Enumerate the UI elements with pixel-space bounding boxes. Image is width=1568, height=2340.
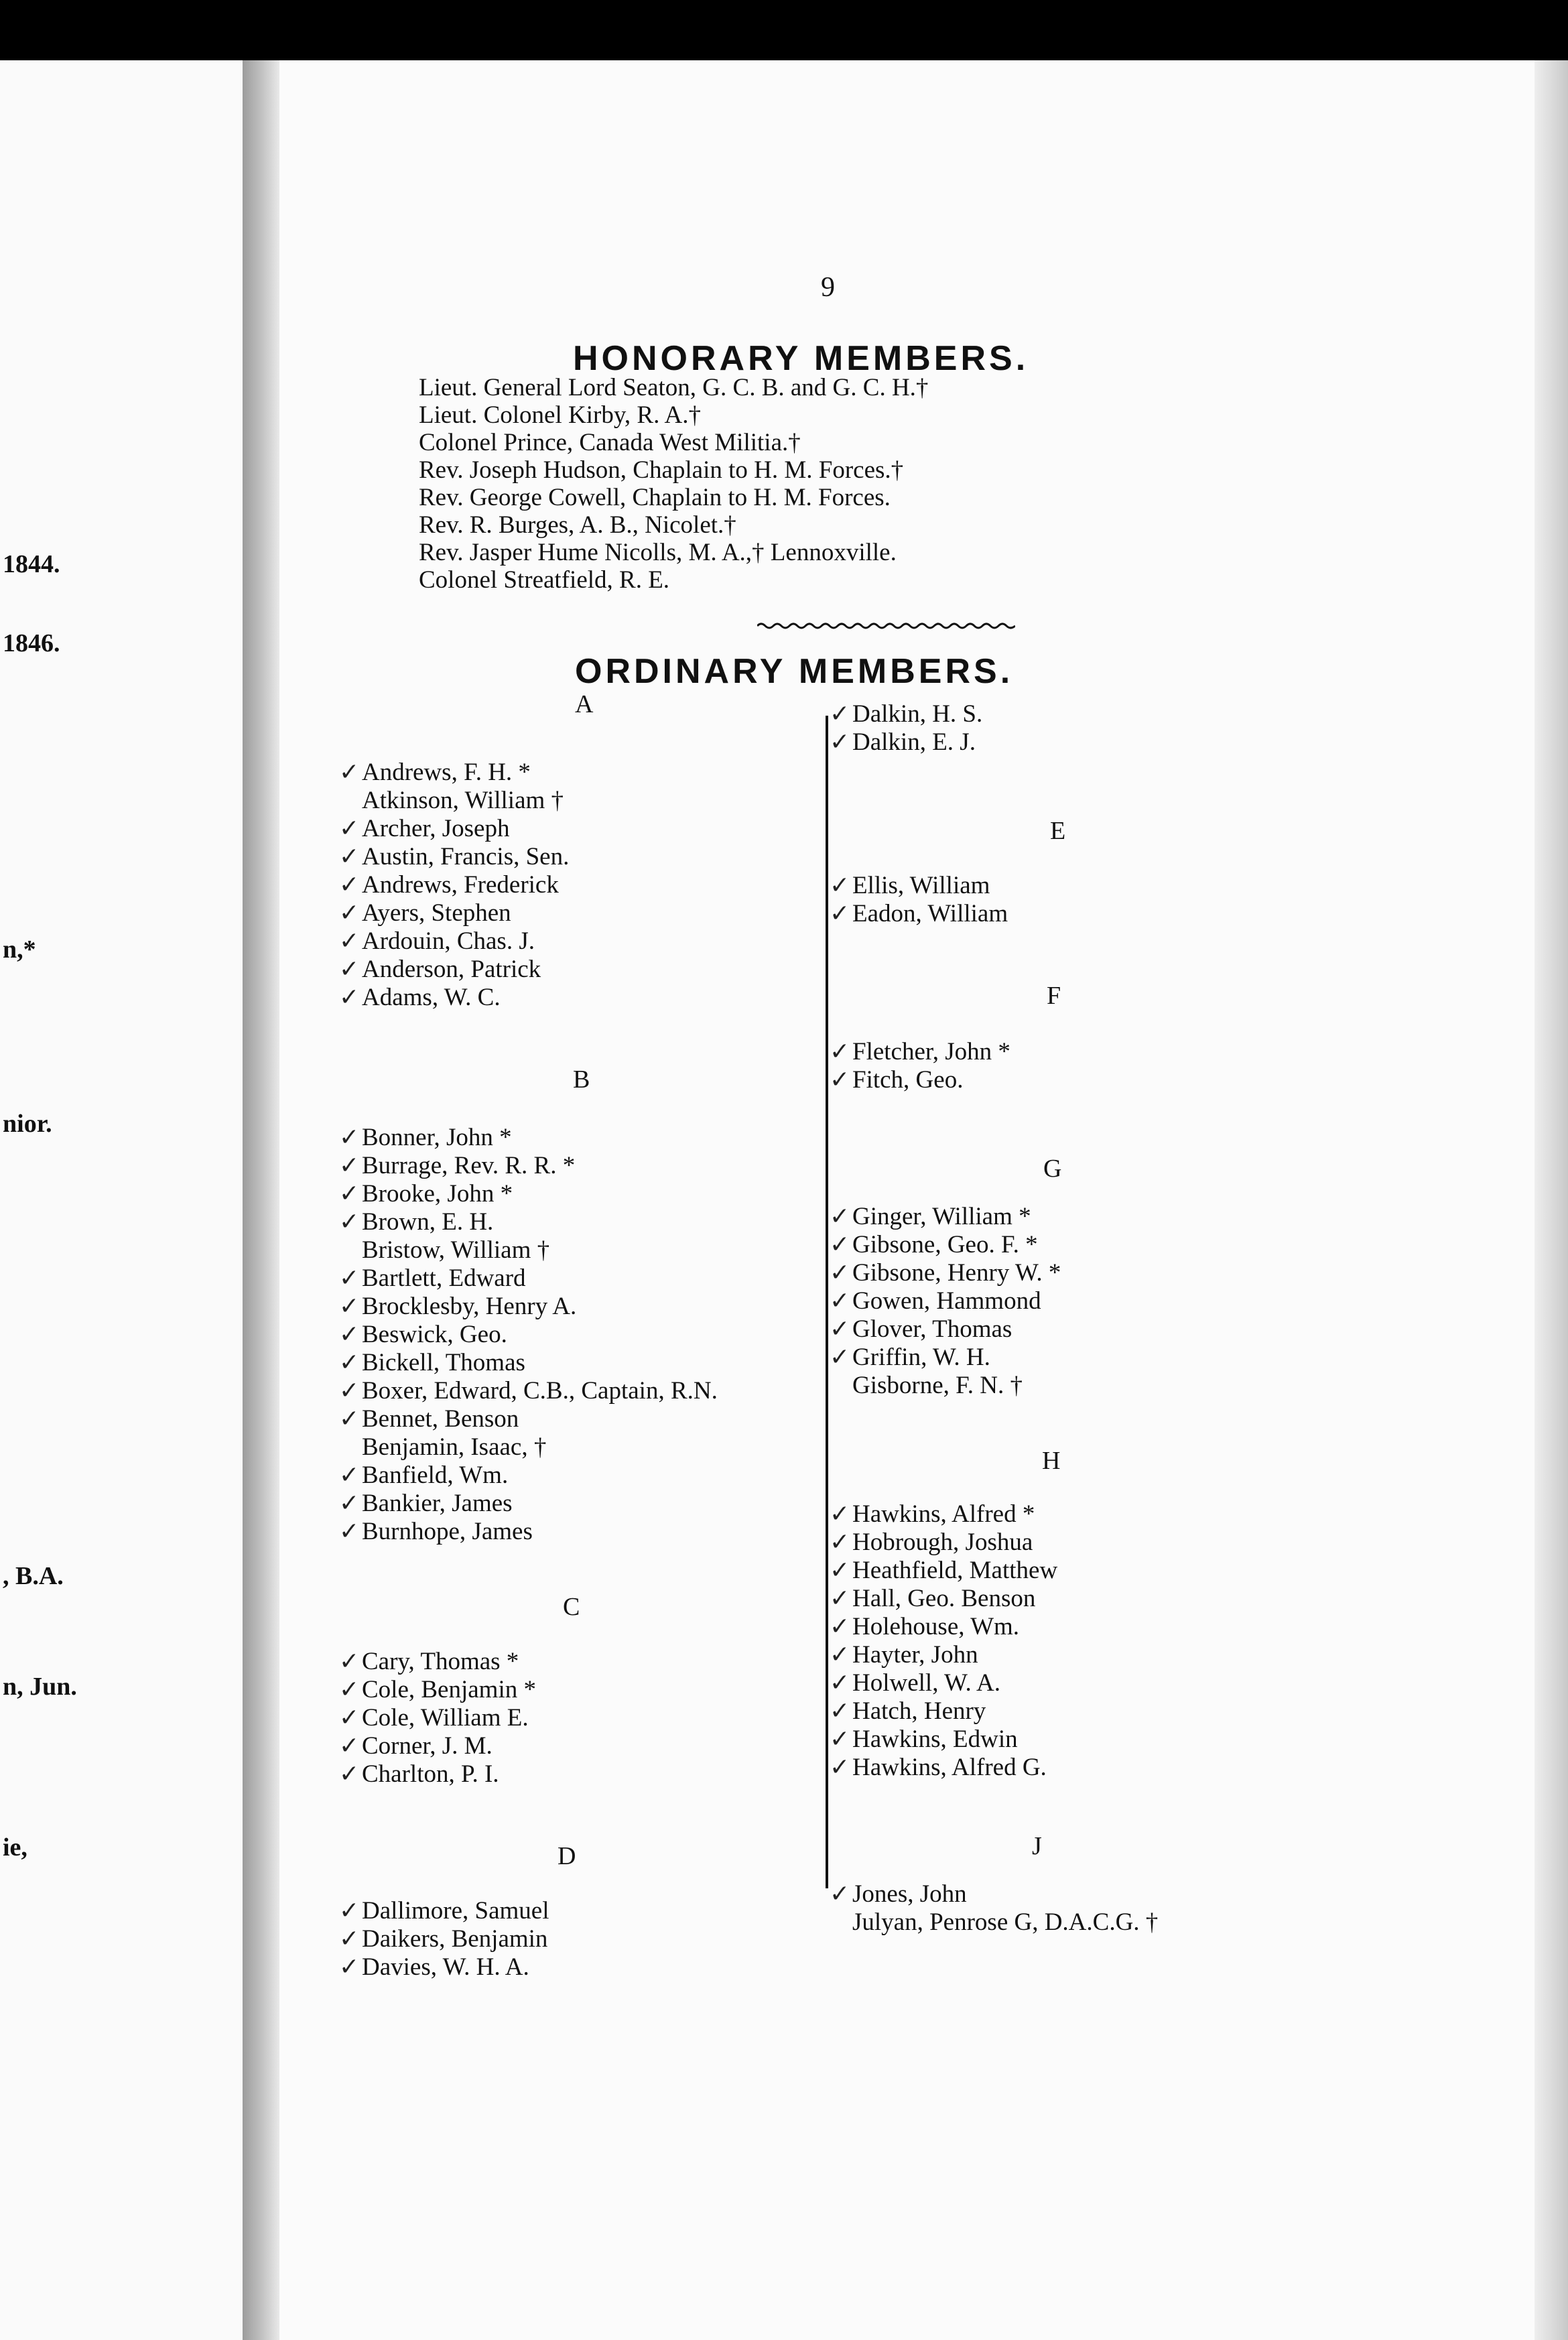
member-entry: ✓ Ginger, William * [830, 1203, 1031, 1230]
check-mark-icon: ✓ [830, 1557, 850, 1584]
member-entry: ✓ Bankier, James [339, 1490, 513, 1517]
member-entry: ✓ Fitch, Geo. [830, 1066, 964, 1094]
section-letter: J [1032, 1832, 1042, 1860]
section-letter: E [1050, 817, 1066, 845]
member-entry: ✓ Brown, E. H. [339, 1208, 494, 1236]
check-mark-icon: ✓ [830, 1203, 850, 1230]
section-h [830, 1447, 1158, 1782]
page-edge-shadow [1534, 60, 1568, 2340]
check-mark-icon: ✓ [830, 872, 850, 899]
section-f [830, 982, 1158, 1094]
member-entry: ✓ Corner, J. M. [339, 1732, 493, 1760]
member-entry: ✓ Heathfield, Matthew [830, 1557, 1058, 1584]
check-mark-icon: ✓ [830, 1669, 850, 1697]
ordinary-members-heading: ORDINARY MEMBERS. [575, 652, 1014, 691]
member-entry: ✓ Ellis, William [830, 872, 990, 899]
facing-page-fragment: n,* [3, 935, 36, 964]
check-mark-icon: ✓ [830, 1066, 850, 1094]
check-mark-icon: ✓ [339, 1490, 360, 1517]
check-mark-icon: ✓ [339, 1152, 360, 1179]
check-mark-icon: ✓ [830, 1754, 850, 1781]
member-entry: ✓ Gibsone, Henry W. * [830, 1259, 1061, 1287]
check-mark-icon: ✓ [339, 1518, 360, 1545]
check-mark-icon: ✓ [830, 1613, 850, 1640]
section-b [339, 1065, 718, 1546]
check-mark-icon: ✓ [830, 1697, 850, 1725]
check-mark-icon: ✓ [830, 1726, 850, 1753]
check-mark-icon: ✓ [830, 700, 850, 728]
check-mark-icon: ✓ [339, 1953, 360, 1981]
member-entry: ✓ Adams, W. C. [339, 984, 501, 1011]
facing-page-fragment: , B.A. [3, 1562, 64, 1590]
member-entry: ✓ Hayter, John [830, 1641, 978, 1669]
member-entry: ✓ Holehouse, Wm. [830, 1613, 1020, 1640]
check-mark-icon: ✓ [339, 1704, 360, 1732]
book-gutter [243, 60, 279, 2340]
check-mark-icon: ✓ [339, 1321, 360, 1348]
member-entry: ✓ Beswick, Geo. [339, 1321, 507, 1348]
left-member-column [339, 690, 718, 1981]
honorary-member: Rev. R. Burges, A. B., Nicolet.† [419, 511, 736, 539]
member-entry: ✓ Burnhope, James [339, 1518, 533, 1545]
section-letter: C [563, 1593, 580, 1621]
section-j [830, 1832, 1159, 1937]
facing-page-fragment: 1846. [3, 629, 60, 657]
check-mark-icon: ✓ [830, 1344, 850, 1371]
section-letter: A [575, 690, 594, 718]
section-c [339, 1593, 718, 1789]
member-entry: ✓ Archer, Joseph [339, 815, 510, 842]
honorary-member: Rev. Jasper Hume Nicolls, M. A.,† Lennoxville. [419, 539, 897, 566]
member-entry: ✓ Fletcher, John * [830, 1038, 1010, 1065]
member-entry: ✓ Glover, Thomas [830, 1315, 1012, 1343]
member-entry: ✓ Davies, W. H. A. [339, 1953, 529, 1981]
honorary-member: Colonel Prince, Canada West Militia.† [419, 429, 801, 456]
check-mark-icon: ✓ [339, 1264, 360, 1292]
member-entry: ✓ Ardouin, Chas. J. [339, 927, 535, 955]
member-entry: ✓ Cole, Benjamin * [339, 1676, 536, 1703]
member-entry: ✓ Banfield, Wm. [339, 1461, 509, 1489]
page-number: 9 [821, 272, 835, 303]
member-entry: ✓ Griffin, W. H. [830, 1344, 990, 1371]
member-entry: ✓ Burrage, Rev. R. R. * [339, 1152, 576, 1179]
member-entry: ✓ Dalkin, H. S. [830, 700, 983, 728]
member-entry: ✓ Hall, Geo. Benson [830, 1585, 1036, 1612]
check-mark-icon: ✓ [339, 1461, 360, 1489]
check-mark-icon: ✓ [339, 1124, 360, 1151]
check-mark-icon: ✓ [339, 1293, 360, 1320]
check-mark-icon: ✓ [830, 1880, 850, 1908]
check-mark-icon: ✓ [339, 1377, 360, 1405]
section-letter: G [1043, 1155, 1062, 1183]
member-entry: ✓ Dalkin, E. J. [830, 728, 976, 756]
member-entry: ✓ Hawkins, Alfred * [830, 1500, 1035, 1528]
section-letter: B [573, 1065, 590, 1094]
check-mark-icon: ✓ [339, 1676, 360, 1703]
check-mark-icon: ✓ [830, 1641, 850, 1669]
check-mark-icon: ✓ [339, 1405, 360, 1433]
honorary-members-list [419, 374, 928, 594]
member-entry: Julyan, Penrose G, D.A.C.G. † [852, 1908, 1159, 1936]
check-mark-icon: ✓ [339, 843, 360, 870]
member-entry: ✓ Eadon, William [830, 900, 1008, 927]
facing-page-fragment: 1844. [3, 550, 60, 578]
check-mark-icon: ✓ [339, 815, 360, 842]
member-entry: ✓ Bonner, John * [339, 1124, 512, 1151]
member-entry: ✓ Daikers, Benjamin [339, 1925, 548, 1953]
member-entry: ✓ Bartlett, Edward [339, 1264, 526, 1292]
facing-page-fragment: nior. [3, 1110, 52, 1138]
check-mark-icon: ✓ [339, 1180, 360, 1208]
member-entry: ✓ Charlton, P. I. [339, 1760, 499, 1788]
check-mark-icon: ✓ [339, 759, 360, 786]
member-entry: Benjamin, Isaac, † [362, 1433, 547, 1461]
facing-page [0, 60, 243, 2340]
member-entry: ✓ Cary, Thomas * [339, 1648, 519, 1675]
check-mark-icon: ✓ [339, 1648, 360, 1675]
right-member-column [830, 700, 1159, 1937]
check-mark-icon: ✓ [339, 1349, 360, 1376]
member-entry: ✓ Andrews, Frederick [339, 871, 559, 899]
check-mark-icon: ✓ [830, 1231, 850, 1258]
member-entry: ✓ Ayers, Stephen [339, 899, 511, 927]
honorary-member: Rev. Joseph Hudson, Chaplain to H. M. Forces.† [419, 456, 904, 484]
section-a [339, 690, 718, 1012]
section-e [830, 817, 1158, 928]
section-letter: F [1047, 982, 1061, 1010]
check-mark-icon: ✓ [830, 1259, 850, 1287]
section-letter: D [558, 1842, 576, 1870]
check-mark-icon: ✓ [339, 1760, 360, 1788]
member-entry: ✓ Bennet, Benson [339, 1405, 519, 1433]
honorary-members-heading: HONORARY MEMBERS. [573, 339, 1029, 378]
check-mark-icon: ✓ [830, 900, 850, 927]
check-mark-icon: ✓ [830, 728, 850, 756]
honorary-member: Rev. George Cowell, Chaplain to H. M. Forces. [419, 484, 891, 511]
check-mark-icon: ✓ [830, 1585, 850, 1612]
check-mark-icon: ✓ [830, 1038, 850, 1065]
member-entry: Gisborne, F. N. † [852, 1372, 1023, 1399]
honorary-member: Lieut. General Lord Seaton, G. C. B. and G. C. H.† [419, 374, 929, 401]
member-entry: ✓ Gibsone, Geo. F. * [830, 1231, 1038, 1258]
honorary-member: Lieut. Colonel Kirby, R. A.† [419, 401, 702, 429]
check-mark-icon: ✓ [830, 1315, 850, 1343]
check-mark-icon: ✓ [339, 956, 360, 983]
member-entry: Atkinson, William † [362, 787, 564, 814]
facing-page-fragment: n, Jun. [3, 1673, 77, 1701]
wavy-rule-divider [757, 620, 1015, 632]
check-mark-icon: ✓ [339, 1208, 360, 1236]
member-entry: ✓ Hawkins, Alfred G. [830, 1754, 1047, 1781]
member-entry: ✓ Andrews, F. H. * [339, 759, 531, 786]
check-mark-icon: ✓ [339, 899, 360, 927]
member-entry: ✓ Hobrough, Joshua [830, 1529, 1033, 1556]
member-entry: ✓ Austin, Francis, Sen. [339, 843, 570, 870]
check-mark-icon: ✓ [339, 984, 360, 1011]
check-mark-icon: ✓ [339, 927, 360, 955]
member-entry: Bristow, William † [362, 1236, 550, 1264]
check-mark-icon: ✓ [339, 871, 360, 899]
section-d [339, 1842, 718, 1981]
check-mark-icon: ✓ [339, 1732, 360, 1760]
member-entry: ✓ Gowen, Hammond [830, 1287, 1041, 1315]
member-entry: ✓ Brocklesby, Henry A. [339, 1293, 577, 1320]
facing-page-fragment: ie, [3, 1833, 27, 1862]
member-entry: ✓ Cole, William E. [339, 1704, 529, 1732]
section-g [830, 1155, 1158, 1400]
section-d-continued [830, 700, 1158, 757]
member-entry: ✓ Dallimore, Samuel [339, 1897, 549, 1925]
member-entry: ✓ Boxer, Edward, C.B., Captain, R.N. [339, 1377, 718, 1405]
member-entry: ✓ Hatch, Henry [830, 1697, 986, 1725]
member-entry: ✓ Jones, John [830, 1880, 967, 1908]
check-mark-icon: ✓ [339, 1925, 360, 1953]
check-mark-icon: ✓ [339, 1897, 360, 1925]
member-entry: ✓ Holwell, W. A. [830, 1669, 1000, 1697]
member-entry: ✓ Hawkins, Edwin [830, 1726, 1018, 1753]
check-mark-icon: ✓ [830, 1500, 850, 1528]
check-mark-icon: ✓ [830, 1529, 850, 1556]
check-mark-icon: ✓ [830, 1287, 850, 1315]
column-divider-rule [826, 716, 828, 1888]
member-entry: ✓ Anderson, Patrick [339, 956, 541, 983]
member-entry: ✓ Brooke, John * [339, 1180, 513, 1208]
section-letter: H [1042, 1447, 1061, 1475]
member-entry: ✓ Bickell, Thomas [339, 1349, 525, 1376]
honorary-member: Colonel Streatfield, R. E. [419, 566, 670, 594]
